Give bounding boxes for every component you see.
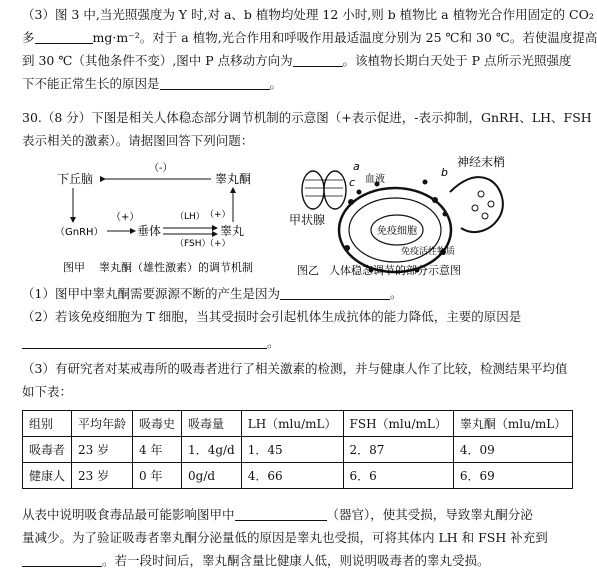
table-header-cell: LH（mlu/mL）	[241, 411, 343, 437]
bottom-text-1a: 从表中说明吸食毒品最可能影响图甲中	[22, 507, 235, 522]
sub-q2	[22, 308, 554, 326]
nerve-ending-icon	[450, 177, 503, 232]
thyroid-icon	[302, 171, 346, 209]
fsh-label: （FSH）	[175, 239, 211, 249]
q3-line2-start: 多	[22, 30, 35, 45]
q30-title-line2	[22, 132, 554, 150]
table-cell: 6．6	[343, 463, 453, 489]
q3-line4-end: 。	[269, 76, 283, 91]
q30-title-line1	[22, 109, 592, 127]
testosterone-label: 睾丸酮	[215, 172, 252, 186]
table-cell: 6．69	[453, 463, 572, 489]
blood-label: 血液	[365, 174, 385, 185]
table-cell: 1．45	[241, 437, 343, 463]
fig-a-caption-label: 图甲	[63, 261, 85, 274]
q3-line2-end: mg·m⁻²。对于 a 植物,光合作用和呼吸作用最适温度分别为 25 ℃和 30 ℃。若使温度提高	[92, 30, 597, 45]
answer-blank[interactable]	[160, 77, 270, 90]
testis-label: 睾丸	[220, 224, 245, 238]
sub-q2-text: （2）若该免疫细胞为 T 细胞，当其受损时会引起机体生成抗体的能力降低，主要的原因是	[22, 309, 522, 324]
q3-line4	[22, 75, 554, 93]
table-header-cell: 睾丸酮（mlu/mL）	[453, 411, 572, 437]
q3-line3-end: 。该植物长期白天处于 P 点所示光照强度	[342, 53, 572, 68]
table-cell: 4．66	[241, 463, 343, 489]
q3-line2	[22, 29, 597, 47]
immune-cell-label: 免疫细胞	[377, 226, 417, 237]
sub-q3-line2	[22, 383, 554, 401]
q3-line3	[22, 52, 572, 70]
hypothalamus-label: 下丘脑	[57, 172, 94, 186]
answer-blank[interactable]	[293, 54, 343, 67]
sub-q1-text: （1）图甲中睾丸酮需要源源不断的产生是因为	[22, 286, 280, 301]
lh-label: （LH）	[175, 212, 205, 222]
thyroid-label: 甲状腺	[289, 213, 326, 227]
answer-blank[interactable]	[35, 31, 93, 44]
bottom-line3	[22, 552, 554, 570]
sub-q2-end: 。	[267, 335, 280, 350]
bottom-line1	[22, 506, 554, 524]
label-a: a	[353, 160, 360, 173]
q3-line1	[22, 6, 594, 24]
sub-q1-end: 。	[389, 286, 403, 301]
table-cell: 23 岁	[72, 437, 133, 463]
bottom-text-2: 量减少。为了验证吸毒者睾丸酮分泌量低的原因是睾丸也受损，可将其体内 LH 和 FSH 补充到	[22, 530, 548, 545]
bottom-line2	[22, 529, 554, 547]
answer-blank[interactable]	[235, 508, 327, 521]
plus-label-2: （+）	[205, 210, 231, 220]
gnrh-label: （GnRH）	[55, 227, 104, 238]
sub-q3-text-1: （3）有研究者对某戒毒所的吸毒者进行了相关激素的检测，并与健康人作了比较，检测结果平均值	[22, 361, 568, 376]
table-cell: 0g/d	[182, 463, 242, 489]
q3-line1-text: （3）图 3 中,当光照强度为 Y 时,对 a、b 植物均处理 12 小时,则 b 植物比 a 植物光合作用固定的 CO₂	[22, 7, 594, 22]
table-cell: 4．09	[453, 437, 572, 463]
bottom-text-1b: （器官），使其受损，导致睾丸酮分泌	[326, 507, 533, 522]
table-cell: 23 岁	[72, 463, 133, 489]
fig-a-caption-text: 睾丸酮（雄性激素）的调节机制	[99, 261, 253, 274]
table-header-cell: 平均年龄	[72, 411, 133, 437]
sub-q2-answer	[22, 334, 554, 352]
label-b: b	[441, 166, 448, 179]
answer-blank[interactable]	[22, 554, 102, 567]
q3-line4-start: 下不能正常生长的原因是	[22, 76, 160, 91]
table-header-cell: 组别	[23, 411, 72, 437]
figure-b-diagram	[285, 152, 525, 280]
table-row	[23, 437, 573, 463]
table-row	[23, 463, 573, 489]
sub-q3-line1	[22, 360, 568, 378]
data-table	[22, 410, 573, 489]
fig-b-caption-text: 人体稳态调节的部分示意图	[329, 264, 461, 277]
pituitary-label: 垂体	[137, 224, 162, 238]
table-cell: 吸毒者	[23, 437, 72, 463]
immune-substance-label: 免疫活性物质	[401, 247, 456, 257]
table-cell: 0 年	[133, 463, 182, 489]
q30-title-a: 30.（8 分）下图是相关人体稳态部分调节机制的示意图（+表示促进，-表示抑制，GnRH、LH、FSH	[22, 110, 592, 125]
fig-b-caption-label: 图乙	[297, 264, 319, 277]
figure-a-diagram	[55, 158, 285, 280]
answer-blank[interactable]	[280, 287, 390, 300]
sub-q1	[22, 285, 554, 303]
table-header-cell: 吸毒量	[182, 411, 242, 437]
bottom-text-3: 。若一段时间后，睾丸酮含量比健康人低，则说明吸毒者的睾丸受损。	[102, 553, 490, 568]
feedback-minus-label: （-）	[149, 163, 173, 174]
table-header-cell: 吸毒史	[133, 411, 182, 437]
nerve-label: 神经末梢	[457, 155, 506, 169]
plus-label-3: （+）	[205, 239, 231, 249]
table-cell: 4 年	[133, 437, 182, 463]
table-cell: 2．87	[343, 437, 453, 463]
label-c: c	[349, 176, 356, 189]
table-cell: 1．4g/d	[182, 437, 242, 463]
q30-title-b: 表示相关的激素）。请据图回答下列问题：	[22, 133, 254, 148]
table-header-cell: FSH（mlu/mL）	[343, 411, 453, 437]
table-header-row	[23, 411, 573, 437]
q3-line3-start: 到 30 ℃（其他条件不变）,图中 P 点移动方向为	[22, 53, 293, 68]
answer-blank[interactable]	[22, 336, 267, 349]
sub-q3-text-2: 如下表：	[22, 384, 73, 399]
plus-label-1: （+）	[111, 212, 140, 223]
table-cell: 健康人	[23, 463, 72, 489]
